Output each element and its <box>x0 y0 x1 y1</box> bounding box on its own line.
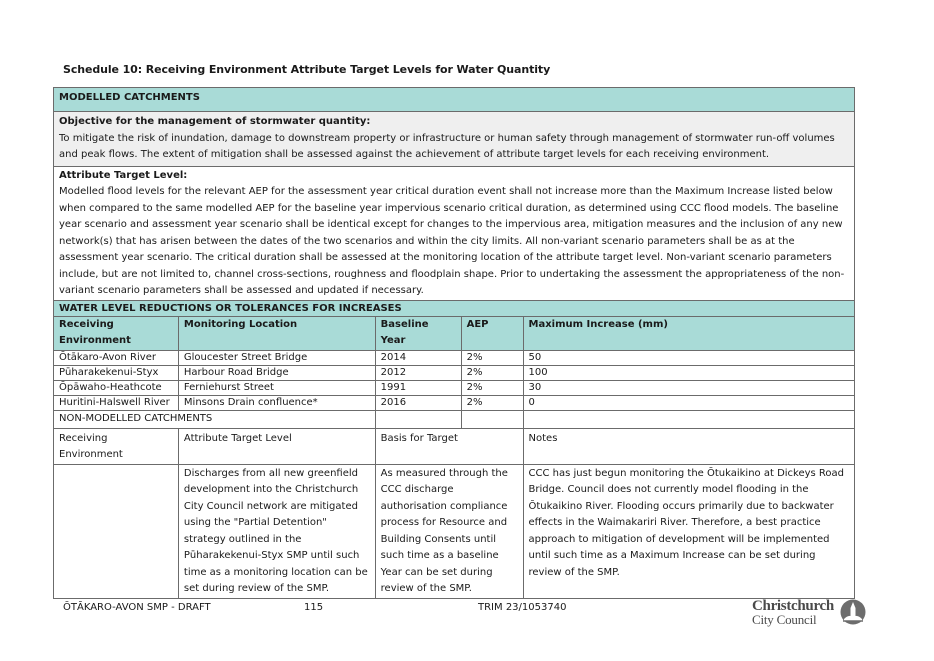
table-cell: Ferniehurst Street <box>178 380 375 395</box>
table-row <box>54 395 855 410</box>
table-cell: 2% <box>461 365 523 380</box>
table-cell: 30 <box>523 380 854 395</box>
column-header: Basis for Target <box>375 428 523 464</box>
table-cell: Huritini-Halswell River <box>54 395 179 410</box>
logo-line-1: Christchurch <box>752 598 834 614</box>
table-cell: Gloucester Street Bridge <box>178 350 375 365</box>
objective-heading: Objective for the management of stormwater quantity: <box>59 116 371 127</box>
attribute-target-text: Modelled flood levels for the relevant AEP for the assessment year critical duration event shall not increase more than the Maximum Increase listed below when compared to the same modelled AEP for the baseline year impervious scenario critical duration, as determined using CCC flood models. The baseline year scenario and assessment year scenario shall be identical except for changes to the impervious area, mitigation measures and the inclusion of any new network(s) that has arisen between the dates of the two scenarios and within the city limits. All non-variant scenario parameters shall be as at the assessment year scenario. The critical duration shall be assessed at the monitoring location of the attribute target level. Non-variant scenario parameters include, but are not limited to, channel cross-sections, roughness and floodplain shape. Prior to undertaking the assessment the appropriateness of the non-variant scenario parameters shall be assessed and updated if necessary. <box>59 186 845 296</box>
table-row <box>54 380 855 395</box>
table-cell: 2% <box>461 395 523 410</box>
column-header: Baseline Year <box>375 316 461 350</box>
table-cell: Ōtākaro-Avon River <box>54 350 179 365</box>
basis-for-target-cell: As measured through the CCC discharge authorisation compliance process for Resource and Building Consents until such time as a baseline Year can be set during review of the SMP. <box>375 464 523 598</box>
column-header: Attribute Target Level <box>178 428 375 464</box>
table-row <box>54 365 855 380</box>
notes-cell: CCC has just begun monitoring the Ōtukaikino at Dickeys Road Bridge. Council does not currently model flooding in the Ōtukaikino River. Flooding occurs primarily due to backwater effects in the Waimakariri River. Therefore, a best practice approach to mitigation of development will be implemented until such time as a Maximum Increase can be set during review of the SMP. <box>523 464 854 598</box>
table-cell: Ōpāwaho-Heathcote <box>54 380 179 395</box>
page-title: Schedule 10: Receiving Environment Attribute Target Levels for Water Quantity <box>63 63 551 76</box>
objective-text: To mitigate the risk of inundation, damage to downstream property or infrastructure or human safety through management of stormwater run-off volumes and peak flows. The extent of mitigation shall be assessed against the achievement of attribute target levels for each receiving environment. <box>59 132 835 160</box>
column-header: Maximum Increase (mm) <box>523 316 854 350</box>
column-header: Monitoring Location <box>178 316 375 350</box>
table-cell: Pūharakekenui-Styx <box>54 365 179 380</box>
table-cell: 2% <box>461 380 523 395</box>
column-header: AEP <box>461 316 523 350</box>
attribute-target-heading: Attribute Target Level: <box>59 169 188 181</box>
cathedral-icon <box>840 599 866 625</box>
objective-section <box>54 112 855 167</box>
schedule-table <box>53 87 855 599</box>
column-header: Receiving Environment <box>54 428 179 464</box>
attribute-target-section <box>54 166 855 300</box>
footer-trim-reference: TRIM 23/1053740 <box>478 602 567 613</box>
table-cell: 2014 <box>375 350 461 365</box>
table-cell: 100 <box>523 365 854 380</box>
table-cell: 0 <box>523 395 854 410</box>
non-modelled-catchments-header: NON-MODELLED CATCHMENTS <box>54 410 376 428</box>
table-cell: 2016 <box>375 395 461 410</box>
table-cell <box>54 464 179 598</box>
attribute-target-cell: Discharges from all new greenfield development into the Christchurch City Council network are mitigated using the "Partial Detention" strategy outlined in the Pūharakekenui-Styx SMP until such time as a monitoring location can be set during review of the SMP. <box>178 464 375 598</box>
table-cell: Harbour Road Bridge <box>178 365 375 380</box>
non-modelled-row <box>54 464 855 598</box>
column-header: Notes <box>523 428 854 464</box>
column-header: Receiving Environment <box>54 316 179 350</box>
table-cell: 1991 <box>375 380 461 395</box>
table-cell: 2% <box>461 350 523 365</box>
table-cell: 50 <box>523 350 854 365</box>
water-level-header: WATER LEVEL REDUCTIONS OR TOLERANCES FOR INCREASES <box>54 300 855 316</box>
modelled-catchments-header: MODELLED CATCHMENTS <box>54 88 855 112</box>
table-cell: 2012 <box>375 365 461 380</box>
table-row <box>54 350 855 365</box>
council-logo <box>752 598 867 628</box>
footer-page-number: 115 <box>304 602 324 613</box>
logo-line-2: City Council <box>752 612 817 627</box>
footer-document-name: ŌTĀKARO-AVON SMP - DRAFT <box>63 602 211 613</box>
table-cell: Minsons Drain confluence* <box>178 395 375 410</box>
